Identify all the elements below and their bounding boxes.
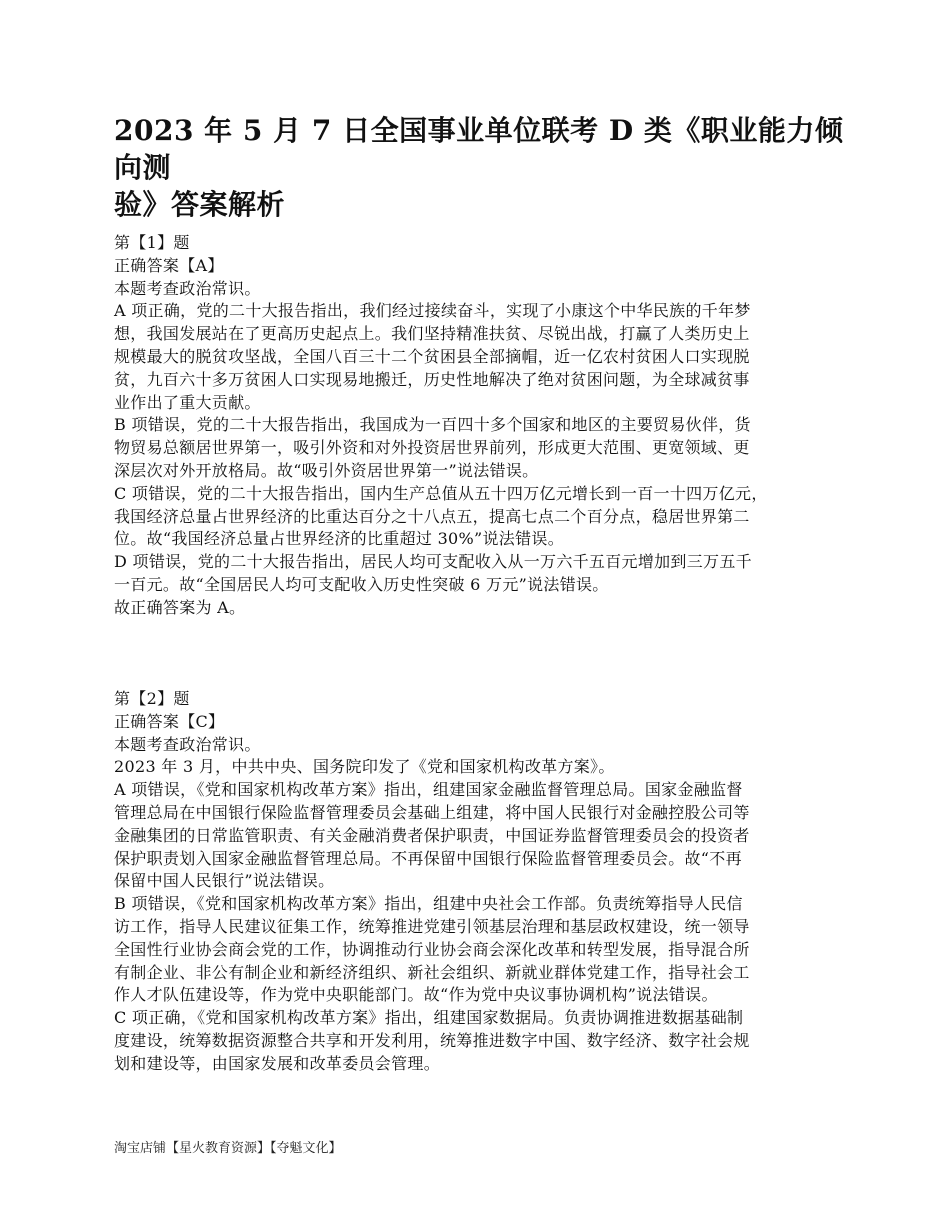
correct-answer: 正确答案【C】 <box>114 711 225 731</box>
title-line-1: 2023 年 5 月 7 日全国事业单位联考 D 类《职业能力倾向测 <box>114 114 844 184</box>
explanation-line: 贫，九百六十多万贫困人口实现易地搬迁，历史性地解决了绝对贫困问题，为全球减贫事 <box>114 369 750 389</box>
question-2 <box>114 688 844 1076</box>
page-footer: 淘宝店铺【星火教育资源】【夺魁文化】 <box>114 1141 342 1156</box>
explanation-line: B 项错误，党的二十大报告指出，我国成为一百四十多个国家和地区的主要贸易伙伴，货 <box>114 415 751 435</box>
explanation-line: 2023 年 3 月，中共中央、国务院印发了《党和国家机构改革方案》。 <box>114 757 615 777</box>
explanation-line: 位。故“我国经济总量占世界经济的比重超过 30%”说法错误。 <box>114 529 565 549</box>
explanation-line: 规模最大的脱贫攻坚战，全国八百三十二个贫困县全部摘帽，近一亿农村贫困人口实现脱 <box>114 346 750 366</box>
explanation-line: 物贸易总额居世界第一，吸引外资和对外投资居世界前列，形成更大范围、更宽领域、更 <box>114 438 750 458</box>
explanation-line: 全国性行业协会商会党的工作，协调推动行业协会商会深化改革和转型发展，指导混合所 <box>114 939 750 959</box>
document-title <box>114 112 844 223</box>
explanation-line: 业作出了重大贡献。 <box>114 392 261 412</box>
explanation-line: 故正确答案为 A。 <box>114 597 246 617</box>
explanation-line: B 项错误，《党和国家机构改革方案》指出，组建中央社会工作部。负责统筹指导人民信 <box>114 894 743 914</box>
question-heading: 第【2】题 <box>114 689 190 708</box>
correct-answer: 正确答案【A】 <box>114 255 224 275</box>
explanation-line: C 项错误，党的二十大报告指出，国内生产总值从五十四万亿元增长到一百一十四万亿元， <box>114 483 768 503</box>
explanation-line: 度建设，统筹数据资源整合共享和开发利用，统筹推进数字中国、数字经济、数字社会规 <box>114 1030 750 1050</box>
explanation-line: 金融集团的日常监管职责、有关金融消费者保护职责，中国证券监督管理委员会的投资者 <box>114 825 750 845</box>
explanation-line: 一百元。故“全国居民人均可支配收入历史性突破 6 万元”说法错误。 <box>114 574 609 594</box>
explanation-line: 管理总局在中国银行保险监督管理委员会基础上组建，将中国人民银行对金融控股公司等 <box>114 802 750 822</box>
explanation-line: 划和建设等，由国家发展和改革委员会管理。 <box>114 1053 441 1073</box>
explanation-line: 想，我国发展站在了更高历史起点上。我们坚持精准扶贫、尽锐出战，打赢了人类历史上 <box>114 324 750 344</box>
explanation-line: 本题考查政治常识。 <box>114 278 261 298</box>
explanation-line: 深层次对外开放格局。故“吸引外资居世界第一”说法错误。 <box>114 460 539 480</box>
question-1 <box>114 232 844 620</box>
explanation-line: C 项正确，《党和国家机构改革方案》指出，组建国家数据局。负责协调推进数据基础制 <box>114 1008 744 1028</box>
explanation-line: 有制企业、非公有制企业和新经济组织、新社会组织、新就业群体党建工作，指导社会工 <box>114 962 750 982</box>
title-line-2: 验》答案解析 <box>114 188 286 221</box>
explanation-line: 保护职责划入国家金融监督管理总局。不再保留中国银行保险监督管理委员会。故“不再 <box>114 848 742 868</box>
explanation-line: A 项错误，《党和国家机构改革方案》指出，组建国家金融监督管理总局。国家金融监督 <box>114 780 743 800</box>
explanation-line: 访工作，指导人民建议征集工作，统筹推进党建引领基层治理和基层政权建设，统一领导 <box>114 916 750 936</box>
question-heading: 第【1】题 <box>114 233 190 252</box>
explanation-line: A 项正确，党的二十大报告指出，我们经过接续奋斗，实现了小康这个中华民族的千年梦 <box>114 301 751 321</box>
explanation-line: 作人才队伍建设等，作为党中央职能部门。故“作为党中央议事协调机构”说法错误。 <box>114 985 718 1005</box>
explanation-line: 我国经济总量占世界经济的比重达百分之十八点五，提高七点二个百分点，稳居世界第二 <box>114 506 750 526</box>
explanation-line: 保留中国人民银行”说法错误。 <box>114 871 335 891</box>
explanation-line: D 项错误，党的二十大报告指出，居民人均可支配收入从一万六千五百元增加到三万五千 <box>114 552 752 572</box>
explanation-line: 本题考查政治常识。 <box>114 734 261 754</box>
